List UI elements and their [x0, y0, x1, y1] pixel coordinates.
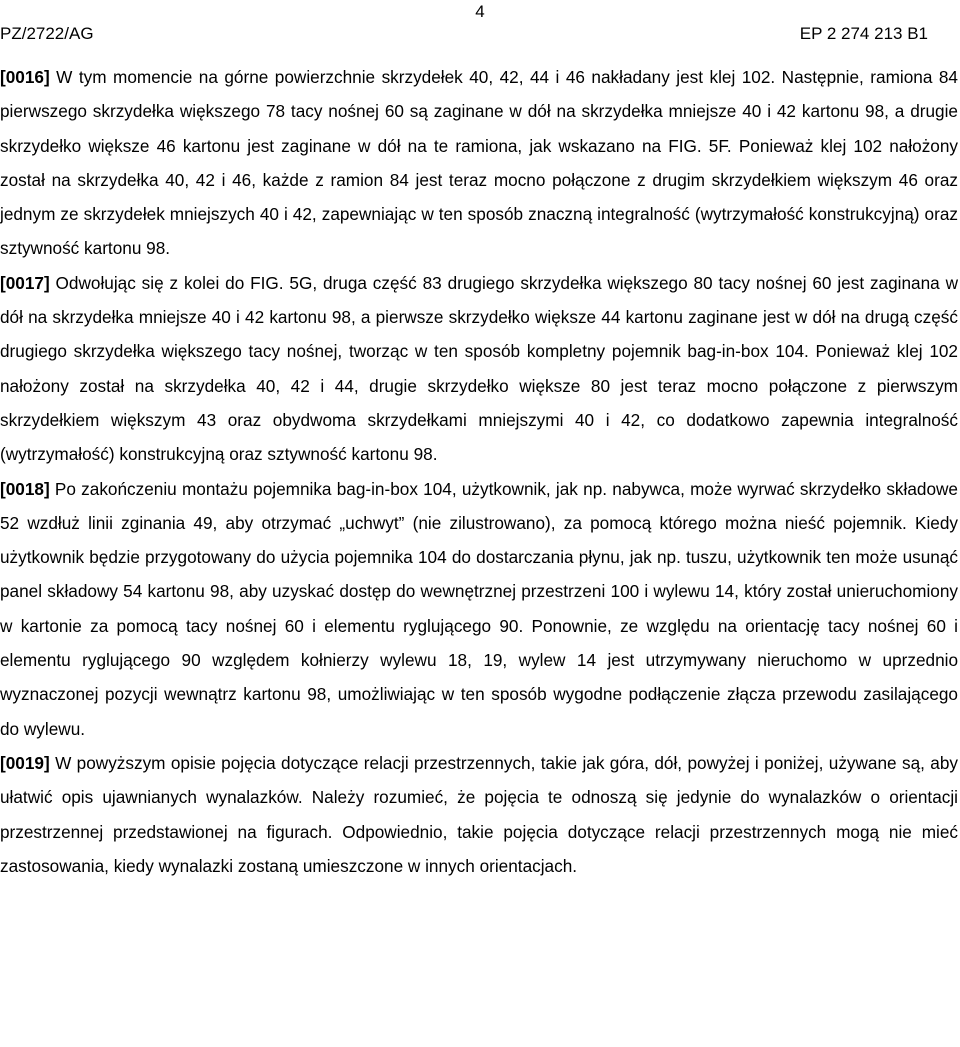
page-header — [0, 22, 960, 46]
paragraph-text: W powyższym opisie pojęcia dotyczące relacji przestrzennych, takie jak góra, dół, powyżej i poniżej, używane są, aby ułatwić opis ujawnianych wynalazków. Należy rozumieć, że pojęcia te odnoszą się jedynie do wynalazków o orientacji przestrzennej przedstawionej na figurach. Odpowiednio, takie pojęcia dotyczące relacji przestrzennych mogą nie mieć zastosowania, kiedy wynalazki zostaną umieszczone w innych orientacjach. — [0, 752, 958, 876]
paragraph-0018 — [0, 472, 958, 746]
paragraph-number: [0018] — [0, 478, 50, 499]
paragraph-0019 — [0, 746, 958, 883]
paragraph-0016 — [0, 60, 958, 266]
paragraph-text: Odwołując się z kolei do FIG. 5G, druga część 83 drugiego skrzydełka większego 80 tacy nośnej 60 jest zaginana w dół na skrzydełka mniejsze 40 i 42 kartonu 98, a pierwsze skrzydełko większe 44 kartonu zaginane jest w dół na drugą część drugiego skrzydełka większego tacy nośnej, tworząc w ten sposób kompletny pojemnik bag-in-box 104. Ponieważ klej 102 nałożony został na skrzydełka 40, 42 i 44, drugie skrzydełko większe 80 jest teraz mocno połączone z pierwszym skrzydełkiem większym 43 oraz obydwoma skrzydełkami mniejszymi 40 i 42, co dodatkowo zapewnia integralność (wytrzymałość) konstrukcyjną oraz sztywność kartonu 98. — [0, 272, 958, 465]
patent-number: EP 2 274 213 B1 — [799, 24, 928, 43]
paragraph-text: Po zakończeniu montażu pojemnika bag-in-box 104, użytkownik, jak np. nabywca, może wyrwać skrzydełko składowe 52 wzdłuż linii zginania 49, aby otrzymać „uchwyt” (nie zilustrowano), za pomocą którego można nieść pojemnik. Kiedy użytkownik będzie przygotowany do użycia pojemnika 104 do dostarczania płynu, jak np. tuszu, użytkownik ten może usunąć panel składowy 54 kartonu 98, aby uzyskać dostęp do wewnętrznej przestrzeni 100 i wylewu 14, który został unieruchomiony w kartonie za pomocą tacy nośnej 60 i elementu ryglującego 90. Ponownie, ze względu na orientację tacy nośnej 60 i elementu ryglującego 90 względem kołnierzy wylewu 18, 19, wylew 14 jest utrzymywany nieruchomo w uprzednio wyznaczonej pozycji wewnątrz kartonu 98, umożliwiając w ten sposób wygodne podłączenie złącza przewodu zasilającego do wylewu. — [0, 478, 958, 739]
paragraph-number: [0016] — [0, 67, 50, 87]
page-number: 4 — [475, 2, 485, 21]
paragraph-0017 — [0, 266, 958, 472]
document-body — [0, 60, 958, 883]
paragraph-text: W tym momencie na górne powierzchnie skrzydełek 40, 42, 44 i 46 nakładany jest klej 102. Następnie, ramiona 84 pierwszego skrzydełka większego 78 tacy nośnej 60 są zaginane w dół na skrzydełka mniejsze 40 i 42 kartonu 98, a drugie skrzydełko większe 46 kartonu jest zaginane w dół na te ramiona, jak wskazano na FIG. 5F. Ponieważ klej 102 nałożony został na skrzydełka 40, 42 i 46, każde z ramion 84 jest teraz mocno połączone z drugim skrzydełkiem większym 46 oraz jednym ze skrzydełek mniejszych 40 i 42, zapewniając w ten sposób znaczną integralność (wytrzymałość konstrukcyjną) oraz sztywność kartonu 98. — [0, 67, 958, 259]
document-reference: PZ/2722/AG — [0, 24, 94, 43]
paragraph-number: [0019] — [0, 752, 50, 773]
paragraph-number: [0017] — [0, 272, 50, 293]
